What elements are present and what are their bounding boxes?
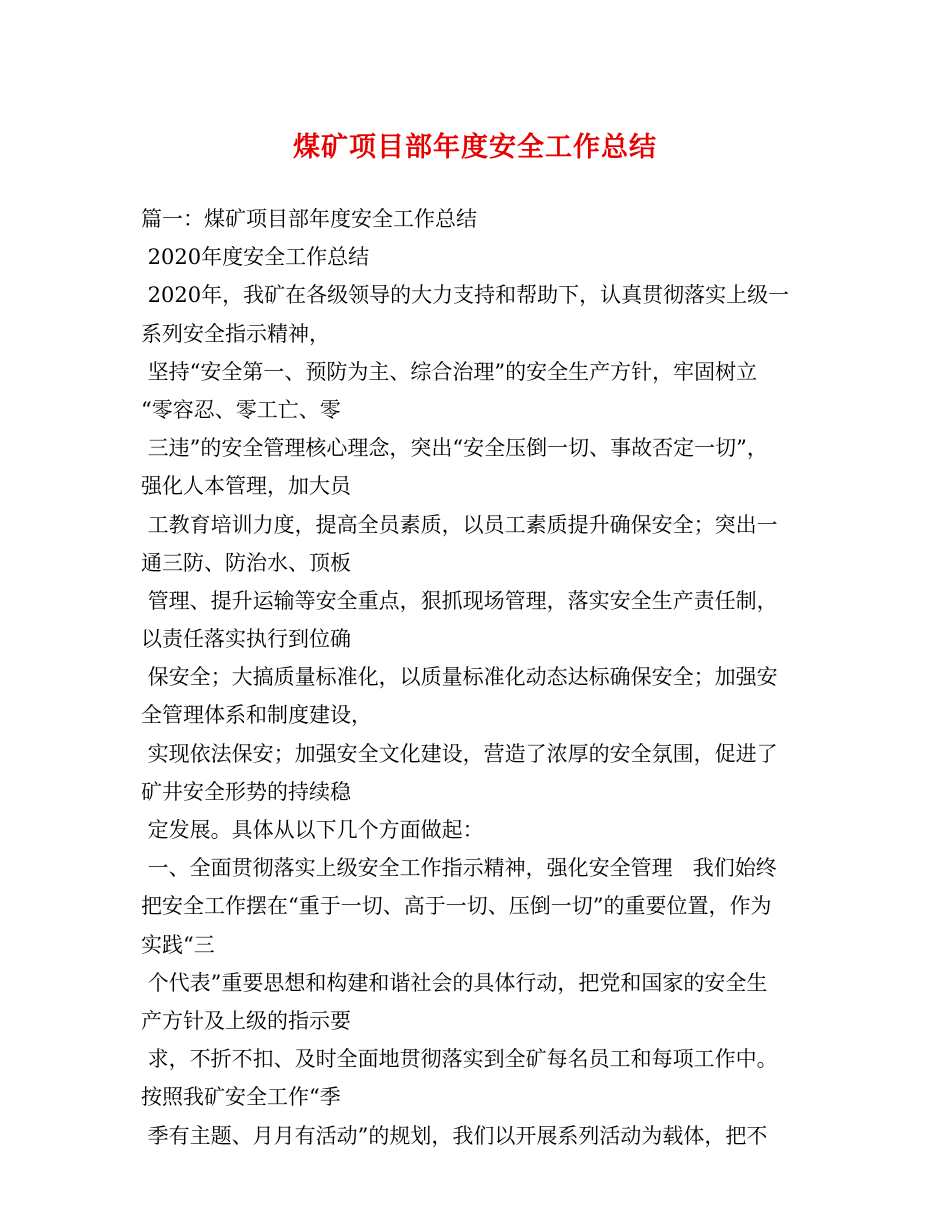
body-line: 求，不折不扣、及时全面地贯彻落实到全矿每名员工和每项工作中。 [141, 1047, 778, 1072]
body-line: 2020年，我矿在各级领导的大力支持和帮助下，认真贯彻落实上级一 [141, 283, 790, 308]
body-line: 以责任落实执行到位确 [141, 627, 351, 652]
body-line: 实现依法保安；加强安全文化建设，营造了浓厚的安全氛围，促进了 [141, 741, 778, 766]
body-line: 把安全工作摆在“重于一切、高于一切、压倒一切”的重要位置，作为 [141, 894, 772, 919]
body-line: 全管理体系和制度建设， [141, 703, 372, 728]
body-line: 保安全；大搞质量标准化，以质量标准化动态达标确保安全；加强安 [141, 665, 778, 690]
body-line: 一、全面贯彻落实上级安全工作指示精神，强化安全管理 我们始终 [141, 856, 777, 881]
body-line: 系列安全指示精神， [141, 321, 330, 346]
document-body [141, 200, 821, 1155]
body-line: 工教育培训力度，提高全员素质，以员工素质提升确保安全；突出一 [141, 512, 778, 537]
body-line: 产方针及上级的指示要 [141, 1008, 351, 1033]
body-line: 强化人本管理，加大员 [141, 474, 351, 499]
body-line: 个代表”重要思想和构建和谐社会的具体行动，把党和国家的安全生 [141, 970, 768, 995]
body-line: 三违”的安全管理核心理念，突出“安全压倒一切、事故否定一切”， [141, 436, 768, 461]
body-line: 2020年度安全工作总结 [141, 245, 370, 270]
document-title: 煤矿项目部年度安全工作总结 [293, 132, 657, 163]
body-line: 坚持“安全第一、预防为主、综合治理”的安全生产方针，牢固树立 [141, 359, 758, 384]
body-line: 篇一：煤矿项目部年度安全工作总结 [141, 207, 477, 231]
body-line: 实践“三 [141, 932, 215, 957]
body-line: 按照我矿安全工作“季 [141, 1085, 341, 1110]
body-line: 季有主题、月月有活动”的规划，我们以开展系列活动为载体，把不 [141, 1123, 768, 1148]
body-line: 管理、提升运输等安全重点，狠抓现场管理，落实安全生产责任制， [141, 588, 778, 613]
body-line: “零容忍、零工亡、零 [141, 397, 341, 422]
body-line: 通三防、防治水、顶板 [141, 550, 351, 575]
body-line: 定发展。具体从以下几个方面做起： [141, 818, 484, 842]
body-line: 矿井安全形势的持续稳 [141, 779, 351, 804]
